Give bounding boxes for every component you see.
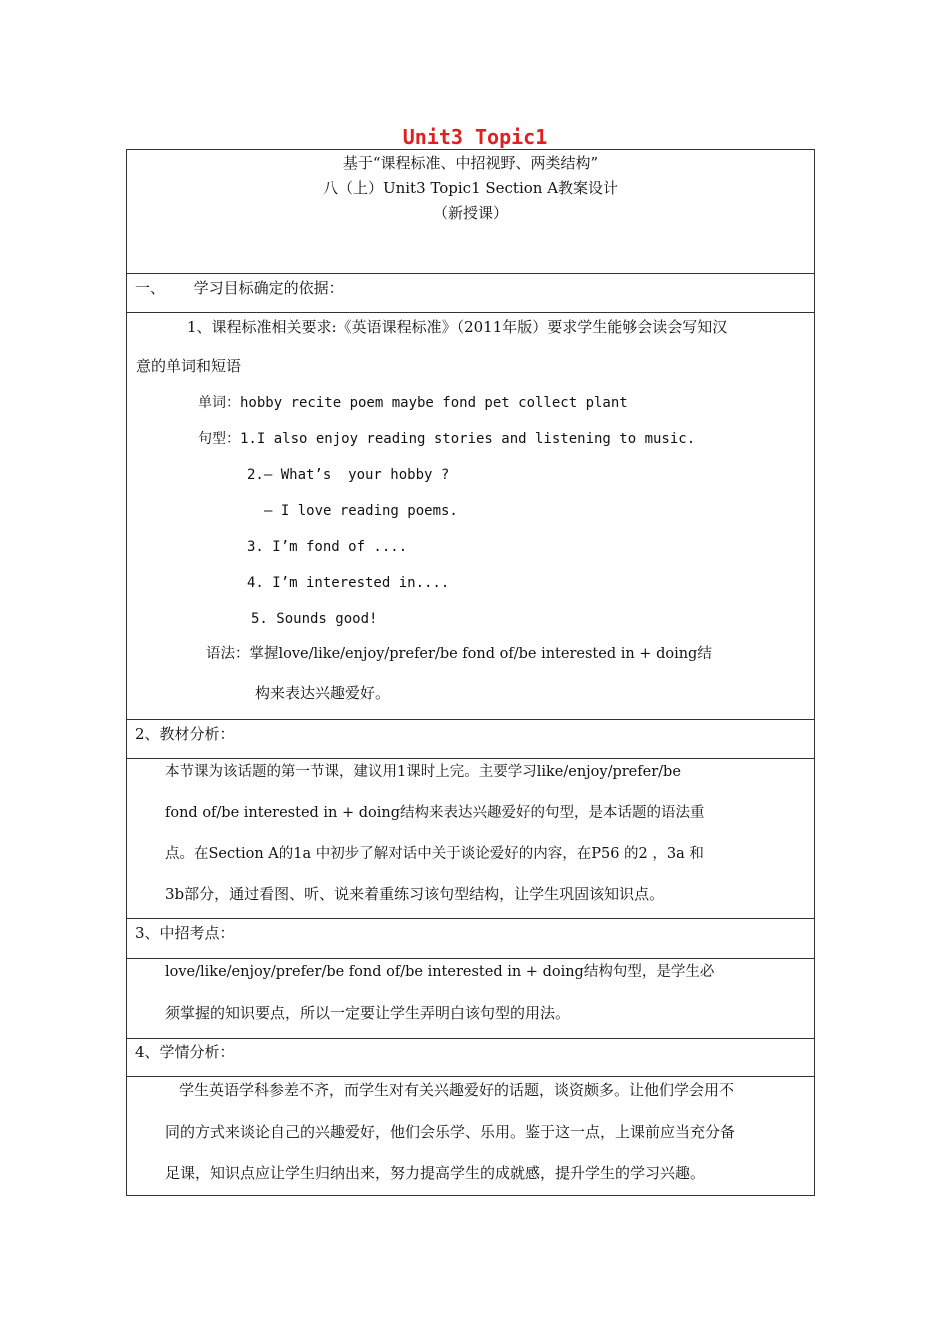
header-cell bbox=[127, 150, 814, 273]
section-3-heading: 3、中招考点： bbox=[135, 924, 235, 942]
sentence-pattern-line: 3. I’m fond of .... bbox=[247, 539, 408, 555]
section-2-content-cell bbox=[127, 758, 814, 918]
document-title: Unit3 Topic1 bbox=[402, 125, 548, 149]
sentence-pattern-line: 5. Sounds good! bbox=[251, 611, 378, 627]
section-4-heading: 4、学情分析： bbox=[135, 1043, 235, 1061]
section-1-content-cell bbox=[127, 312, 814, 719]
header-line-3: （新授课） bbox=[432, 204, 508, 222]
grammar-line-2: 构来表达兴趣爱好。 bbox=[255, 684, 391, 702]
sentence-pattern-line: 句型：1.I also enjoy reading stories and listening to music. bbox=[198, 431, 696, 447]
section-3-heading-cell bbox=[127, 918, 814, 958]
section-2-heading: 2、教材分析： bbox=[135, 725, 235, 743]
analysis-line: 点。在Section A的1a 中初步了解对话中关于谈论爱好的内容，在P56 的2 ，3a 和 bbox=[165, 846, 704, 862]
exam-point-line: love/like/enjoy/prefer/be fond of/be interested in + doing结构句型，是学生必 bbox=[165, 964, 715, 980]
section-1-heading-cell bbox=[127, 273, 814, 312]
sentence-pattern-line: 4. I’m interested in.... bbox=[247, 575, 450, 591]
section-4-content-cell bbox=[127, 1076, 814, 1197]
student-analysis-line: 同的方式来谈论自己的兴趣爱好，他们会乐学、乐用。鉴于这一点，上课前应当充分备 bbox=[165, 1123, 736, 1141]
standard-requirement-line-1: 1、课程标准相关要求:《英语课程标准》（2011年版）要求学生能够会读会写知汉 bbox=[187, 318, 728, 336]
section-4-heading-cell bbox=[127, 1038, 814, 1076]
section-3-content-cell bbox=[127, 958, 814, 1038]
student-analysis-line: 学生英语学科参差不齐，而学生对有关兴趣爱好的话题，谈资颇多。让他们学会用不 bbox=[179, 1081, 735, 1099]
lesson-plan-table bbox=[126, 149, 815, 1196]
standard-requirement-line-2: 意的单词和短语 bbox=[136, 357, 242, 375]
section-1-heading: 一、 学习目标确定的依据： bbox=[135, 279, 344, 297]
exam-point-line: 须掌握的知识要点，所以一定要让学生弄明白该句型的用法。 bbox=[165, 1004, 571, 1022]
analysis-line: fond of/be interested in + doing结构来表达兴趣爱好的句型，是本话题的语法重 bbox=[165, 805, 705, 821]
header-line-1: 基于“课程标准、中招视野、两类结构” bbox=[342, 154, 599, 172]
vocabulary-line: 单词：hobby recite poem maybe fond pet collect plant bbox=[198, 395, 628, 411]
sentence-pattern-line: 2.— What’s your hobby ? bbox=[247, 467, 450, 483]
section-2-heading-cell bbox=[127, 719, 814, 758]
analysis-line: 本节课为该话题的第一节课，建议用1课时上完。主要学习like/enjoy/prefer/be bbox=[165, 764, 681, 780]
header-line-2: 八（上）Unit3 Topic1 Section A教案设计 bbox=[322, 179, 619, 197]
analysis-line: 3b部分，通过看图、听、说来着重练习该句型结构，让学生巩固该知识点。 bbox=[165, 885, 665, 903]
student-analysis-line: 足课，知识点应让学生归纳出来，努力提高学生的成就感，提升学生的学习兴趣。 bbox=[165, 1164, 706, 1182]
grammar-line-1: 语法：掌握love/like/enjoy/prefer/be fond of/be interested in + doing结 bbox=[206, 646, 712, 662]
sentence-pattern-line: — I love reading poems. bbox=[264, 503, 458, 519]
